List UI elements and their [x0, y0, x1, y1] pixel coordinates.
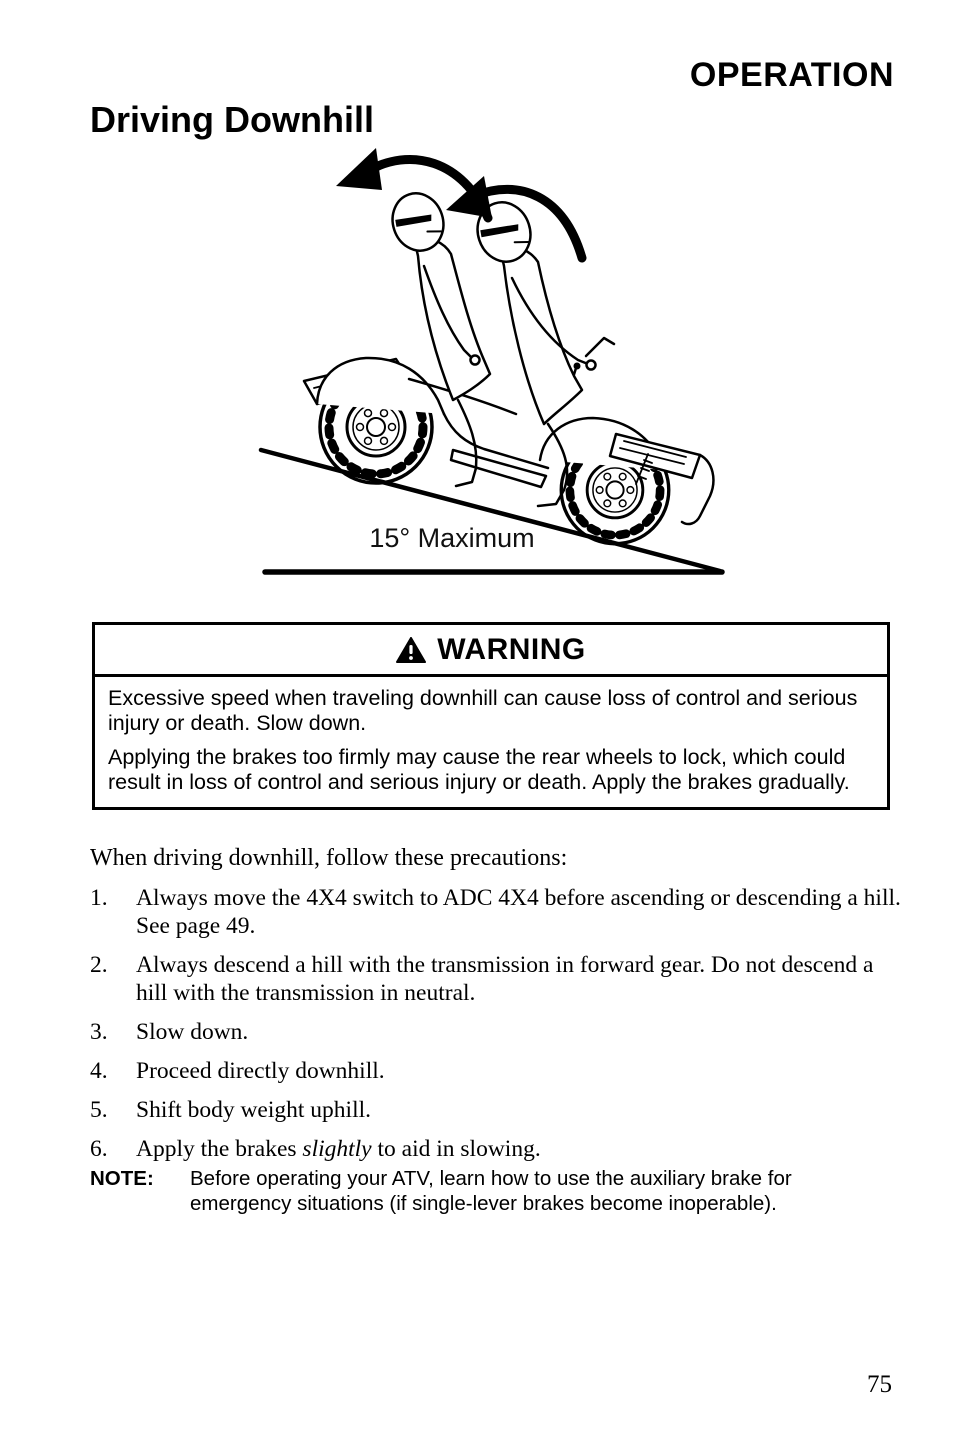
list-item — [90, 1135, 904, 1163]
list-item-text — [136, 1135, 904, 1163]
list-item-text-post: to aid in slowing. — [371, 1136, 541, 1162]
list-item-number: 4. — [90, 1058, 108, 1084]
list-item-text: Always descend a hill with the transmission in forward gear. Do not descend a hill with the transmission in neutral. — [136, 952, 874, 1006]
warning-box — [92, 622, 890, 810]
note-block — [90, 1166, 892, 1216]
figure-caption: 15° Maximum — [369, 523, 535, 553]
list-item — [90, 884, 904, 940]
note-text: Before operating your ATV, learn how to use the auxiliary brake for emergency situations (if single-lever brakes become inoperable). — [190, 1167, 792, 1215]
atv-downhill-figure — [248, 138, 730, 588]
page-header: OPERATION — [689, 56, 894, 94]
warning-triangle-icon — [396, 637, 426, 664]
warning-title: WARNING — [437, 633, 586, 666]
warning-paragraph: Applying the brakes too firmly may cause the rear wheels to lock, which could result in loss of control and serious injury or death. Apply the brakes gradually. — [108, 745, 850, 794]
list-item-number: 5. — [90, 1097, 108, 1123]
list-item — [90, 1057, 904, 1085]
list-item-text: Slow down. — [136, 1019, 249, 1045]
warning-paragraph: Excessive speed when traveling downhill can cause loss of control and serious injury or death. Slow down. — [108, 686, 858, 735]
section-title: Driving Downhill — [90, 99, 374, 140]
page-number: 75 — [867, 1371, 892, 1398]
list-item-number: 1. — [90, 885, 108, 911]
warning-body — [95, 677, 887, 807]
list-item-number: 2. — [90, 952, 108, 978]
list-item-text-italic: slightly — [302, 1136, 372, 1162]
list-item-number: 6. — [90, 1136, 108, 1162]
list-item-text: Always move the 4X4 switch to ADC 4X4 before ascending or descending a hill. See page 49. — [136, 885, 901, 939]
precaution-list — [90, 884, 904, 1174]
list-item-number: 3. — [90, 1019, 108, 1045]
list-item-text: Proceed directly downhill. — [136, 1058, 385, 1084]
list-item — [90, 1096, 904, 1124]
note-label: NOTE: — [90, 1167, 154, 1190]
list-item-text-pre: Apply the brakes — [136, 1136, 303, 1162]
warning-header — [95, 625, 887, 677]
list-item — [90, 951, 904, 1007]
atv-body — [304, 358, 713, 524]
list-item — [90, 1018, 904, 1046]
intro-paragraph: When driving downhill, follow these precautions: — [90, 845, 568, 871]
list-item-text: Shift body weight uphill. — [136, 1097, 371, 1123]
atv-downhill-illustration — [248, 138, 730, 588]
